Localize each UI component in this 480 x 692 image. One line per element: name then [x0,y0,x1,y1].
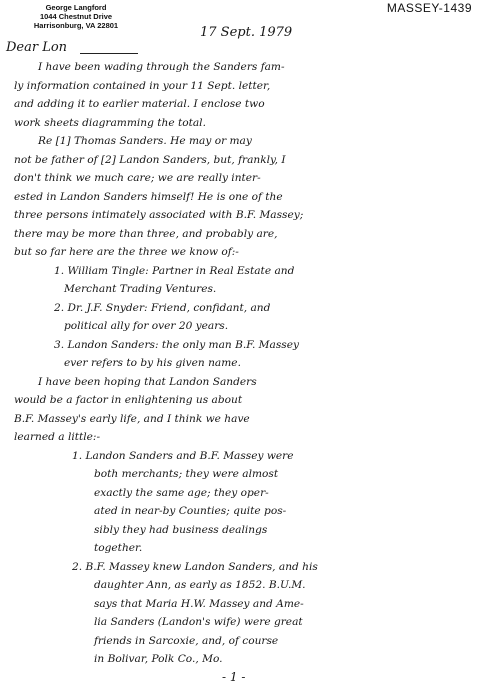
list-item-line: Merchant Trading Ventures. [64,283,217,295]
body-line: but so far here are the three we know of:- [14,246,239,258]
body-line: three persons intimately associated with B.F. Massey; [14,209,304,221]
letter-date: 17 Sept. 1979 [200,25,293,40]
list-item-line: lia Sanders (Landon's wife) were great [94,616,303,628]
body-line: ested in Landon Sanders himself! He is one of the [14,190,283,203]
list-item-line: together. [94,542,143,554]
list-item-line: daughter Ann, as early as 1852. B.U.M. [94,579,306,591]
salutation: Dear Lon [6,40,68,55]
list-item-line: 1. William Tingle: Partner in Real Estate and [54,264,295,277]
body-line: Re [1] Thomas Sanders. He may or may [38,135,252,147]
body-line: would be a factor in enlightening us about [14,394,243,406]
body-line: learned a little:- [14,431,101,443]
list-item-line: friends in Sarcoxie, and, of course [94,634,279,647]
body-line: ly information contained in your 11 Sept. letter, [14,79,271,92]
list-item-line: 3. Landon Sanders: the only man B.F. Massey [54,338,299,351]
list-item-line: 1. Landon Sanders and B.F. Massey were [72,449,294,462]
list-item-line: political ally for over 20 years. [64,320,229,332]
letterhead [6,3,146,30]
body-line: I have been hoping that Landon Sanders [38,375,257,388]
body-line: and adding it to earlier material. I enclose two [14,98,265,110]
list-item-line: ever refers to by his given name. [64,357,241,369]
body-line: there may be more than three, and probably are, [14,227,278,240]
list-item-line: 2. B.F. Massey knew Landon Sanders, and his [72,560,318,573]
list-item-line: 2. Dr. J.F. Snyder: Friend, confidant, and [54,301,271,314]
body-line: work sheets diagramming the total. [14,116,206,129]
body-line: not be father of [2] Landon Sanders, but, frankly, I [14,153,286,166]
list-item-line: in Bolivar, Polk Co., Mo. [94,653,223,665]
list-item-line: sibly they had business dealings [94,523,268,536]
body-line: B.F. Massey's early life, and I think we have [14,412,250,425]
letter-body [14,58,470,669]
body-line: I have been wading through the Sanders fam- [38,61,285,73]
page-number: - 1 - [222,670,246,684]
document-reference: MASSEY-1439 [386,1,472,15]
body-line: don't think we much care; we are really inter- [14,172,261,184]
list-item-line: exactly the same age; they oper- [94,486,269,499]
list-item-line: says that Maria H.W. Massey and Ame- [94,597,304,610]
letterhead-city: Harrisonburg, VA 22801 [33,21,119,30]
letterhead-street: 1044 Chestnut Drive [39,12,113,21]
salutation-rule [80,53,138,54]
list-item-line: both merchants; they were almost [94,468,279,480]
letterhead-name: George Langford [45,3,107,12]
list-item-line: ated in near-by Counties; quite pos- [94,505,287,517]
